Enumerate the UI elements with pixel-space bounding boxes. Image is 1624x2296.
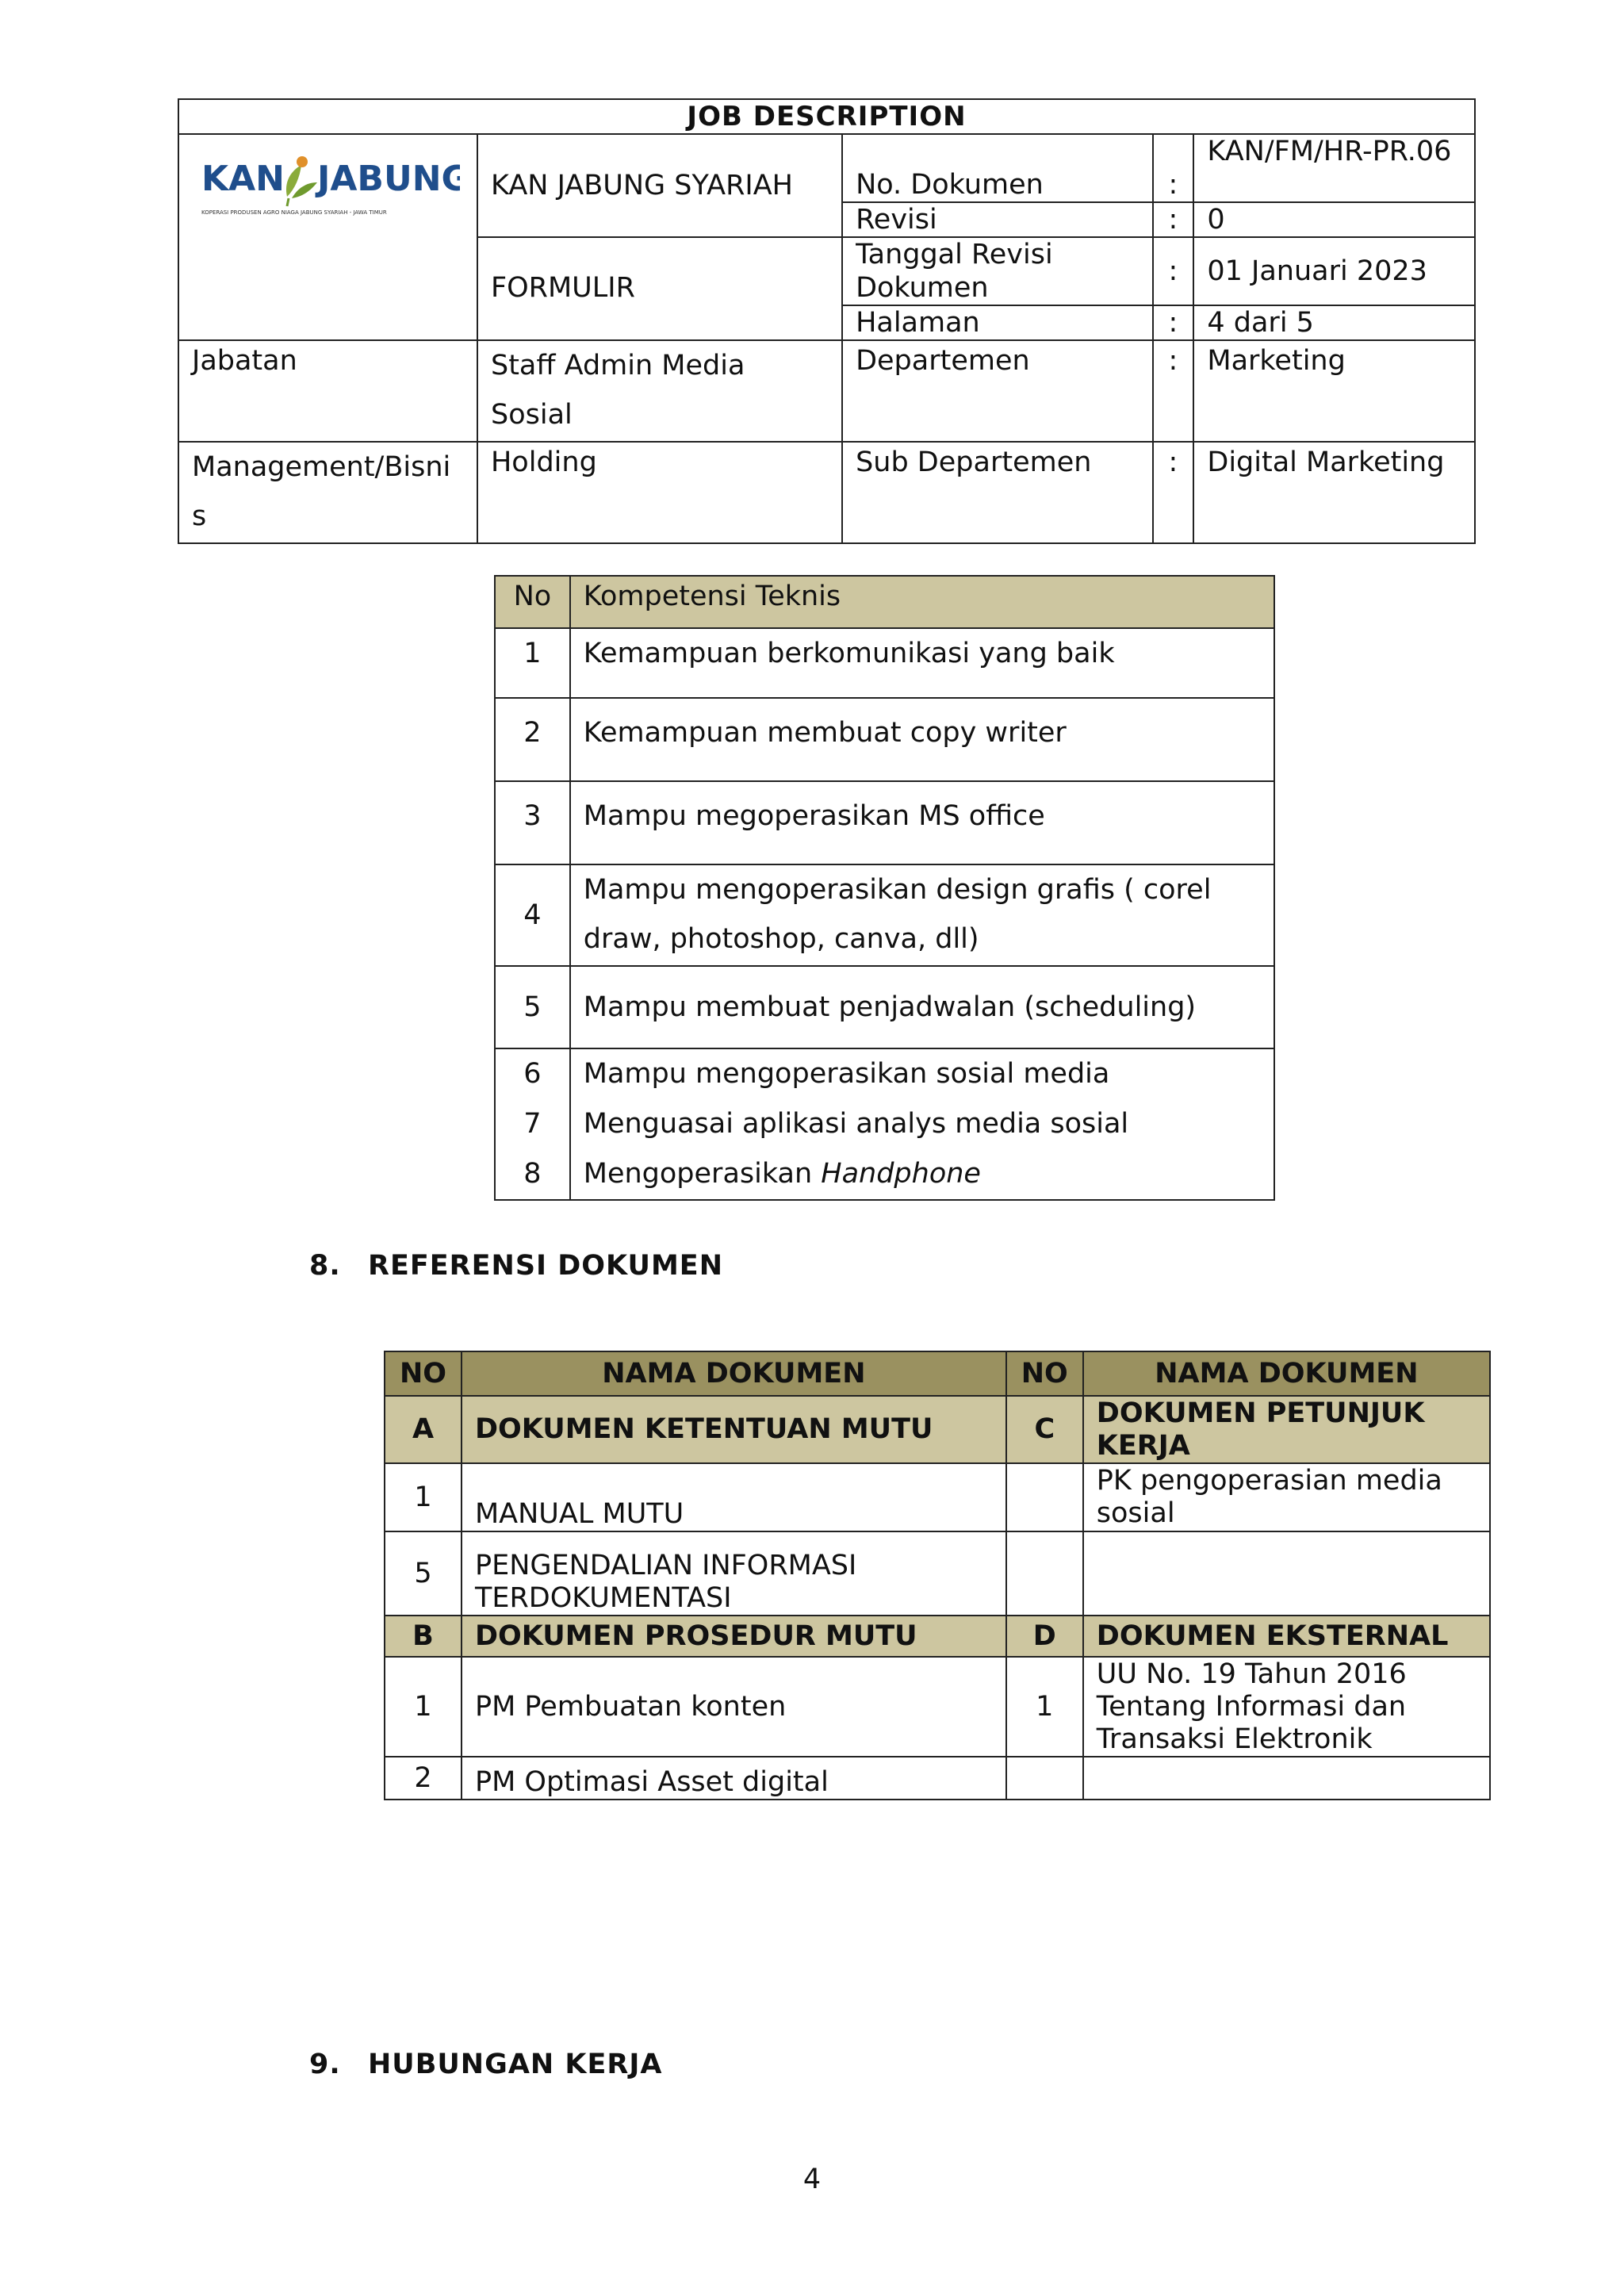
ref-no xyxy=(1006,1757,1083,1800)
company-logo xyxy=(178,134,477,340)
table-row xyxy=(385,1463,1490,1531)
row-number: 7 xyxy=(523,1108,542,1140)
competency-text-prefix: Mengoperasikan xyxy=(583,1158,822,1190)
competency-text: Mampu mengoperasikan design grafis ( corel draw, photoshop, canva, dll) xyxy=(570,864,1274,966)
document-title: JOB DESCRIPTION xyxy=(178,99,1475,134)
ref-no: 1 xyxy=(1006,1657,1083,1757)
competency-text-group xyxy=(570,1048,1274,1200)
row-number: 2 xyxy=(495,698,570,781)
section-heading-9 xyxy=(309,2049,663,2080)
competency-text: Kemampuan membuat copy writer xyxy=(570,698,1274,781)
group-code: B xyxy=(385,1616,462,1657)
position-value: Staff Admin Media Sosial xyxy=(477,340,842,442)
row-number: 4 xyxy=(495,864,570,966)
competency-text-italic: Handphone xyxy=(821,1158,981,1190)
form-type: FORMULIR xyxy=(477,237,842,340)
ref-no xyxy=(1006,1463,1083,1531)
ref-name-header: NAMA DOKUMEN xyxy=(462,1351,1006,1396)
row-number: 5 xyxy=(495,966,570,1048)
table-row xyxy=(385,1757,1490,1800)
ref-name: PENGENDALIAN INFORMASI TERDOKUMENTASI xyxy=(462,1531,1006,1616)
table-row xyxy=(385,1657,1490,1757)
group-code: C xyxy=(1006,1396,1083,1463)
revision-label: Revisi xyxy=(842,202,1152,237)
competency-table xyxy=(494,575,1275,1201)
group-code: A xyxy=(385,1396,462,1463)
position-label: Jabatan xyxy=(178,340,477,442)
section-heading-8 xyxy=(309,1250,723,1282)
department-label: Departemen xyxy=(842,340,1152,442)
ref-no: 1 xyxy=(385,1463,462,1531)
row-number: 6 xyxy=(523,1058,542,1090)
sub-department-value: Digital Marketing xyxy=(1193,442,1475,543)
department-value: Marketing xyxy=(1193,340,1475,442)
table-row xyxy=(495,698,1274,781)
colon: : xyxy=(1153,134,1194,202)
ref-no: 2 xyxy=(385,1757,462,1800)
section-title: HUBUNGAN KERJA xyxy=(368,2049,663,2080)
business-label: Management/Bisnis xyxy=(178,442,477,543)
page-value: 4 dari 5 xyxy=(1193,305,1475,340)
sub-department-label: Sub Departemen xyxy=(842,442,1152,543)
kan-jabung-logo xyxy=(198,146,460,225)
group-title: DOKUMEN KETENTUAN MUTU xyxy=(462,1396,1006,1463)
ref-no: 5 xyxy=(385,1531,462,1616)
ref-name xyxy=(1083,1531,1490,1616)
page-number: 4 xyxy=(802,2164,822,2195)
table-row xyxy=(495,628,1274,698)
ref-name: UU No. 19 Tahun 2016 Tentang Informasi dan Transaksi Elektronik xyxy=(1083,1657,1490,1757)
leaf-icon xyxy=(286,156,317,206)
ref-no xyxy=(1006,1531,1083,1616)
row-number: 8 xyxy=(523,1158,542,1190)
table-row xyxy=(495,781,1274,864)
group-title: DOKUMEN PETUNJUK KERJA xyxy=(1083,1396,1490,1463)
ref-name: PM Pembuatan konten xyxy=(462,1657,1006,1757)
group-code: D xyxy=(1006,1616,1083,1657)
colon: : xyxy=(1153,442,1194,543)
section-number: 9. xyxy=(309,2049,341,2080)
ref-no: 1 xyxy=(385,1657,462,1757)
logo-tagline: KOPERASI PRODUSEN AGRO NIAGA JABUNG SYARIAH - JAWA TIMUR xyxy=(201,209,387,216)
table-row xyxy=(495,966,1274,1048)
section-title: REFERENSI DOKUMEN xyxy=(368,1250,724,1282)
competency-text: Mampu megoperasikan MS office xyxy=(570,781,1274,864)
competency-text: Mampu mengoperasikan sosial media xyxy=(583,1058,1110,1090)
revision-date-label: Tanggal Revisi Dokumen xyxy=(842,237,1152,305)
ref-name: MANUAL MUTU xyxy=(462,1463,1006,1531)
document-header-table xyxy=(178,98,1476,544)
table-row xyxy=(385,1531,1490,1616)
doc-no-label: No. Dokumen xyxy=(842,134,1152,202)
competency-text xyxy=(584,1149,1261,1199)
table-row xyxy=(495,1048,1274,1200)
competency-text: Kemampuan berkomunikasi yang baik xyxy=(570,628,1274,698)
reference-table xyxy=(384,1351,1491,1800)
colon: : xyxy=(1153,340,1194,442)
revision-date-value: 01 Januari 2023 xyxy=(1193,237,1475,305)
logo-text-left: KAN xyxy=(201,159,285,199)
ref-name: PK pengoperasian media sosial xyxy=(1083,1463,1490,1531)
section-number: 8. xyxy=(309,1250,341,1282)
company-name: KAN JABUNG SYARIAH xyxy=(477,134,842,237)
logo-text-right: JABUNG xyxy=(317,159,460,199)
colon: : xyxy=(1153,305,1194,340)
competency-text: Mampu membuat penjadwalan (scheduling) xyxy=(570,966,1274,1048)
revision-value: 0 xyxy=(1193,202,1475,237)
ref-name-header: NAMA DOKUMEN xyxy=(1083,1351,1490,1396)
table-row xyxy=(495,864,1274,966)
colon: : xyxy=(1153,237,1194,305)
row-number: 3 xyxy=(495,781,570,864)
competency-text: Menguasai aplikasi analys media sosial xyxy=(583,1108,1129,1140)
ref-no-header: NO xyxy=(1006,1351,1083,1396)
competency-no-header: No xyxy=(495,576,570,628)
colon: : xyxy=(1153,202,1194,237)
competency-title-header: Kompetensi Teknis xyxy=(570,576,1274,628)
doc-no-value: KAN/FM/HR-PR.06 xyxy=(1193,134,1475,202)
page-label: Halaman xyxy=(842,305,1152,340)
ref-name: PM Optimasi Asset digital xyxy=(462,1757,1006,1800)
business-value: Holding xyxy=(477,442,842,543)
row-numbers xyxy=(495,1048,570,1200)
group-title: DOKUMEN EKSTERNAL xyxy=(1083,1616,1490,1657)
ref-name xyxy=(1083,1757,1490,1800)
group-title: DOKUMEN PROSEDUR MUTU xyxy=(462,1616,1006,1657)
row-number: 1 xyxy=(495,628,570,698)
ref-no-header: NO xyxy=(385,1351,462,1396)
